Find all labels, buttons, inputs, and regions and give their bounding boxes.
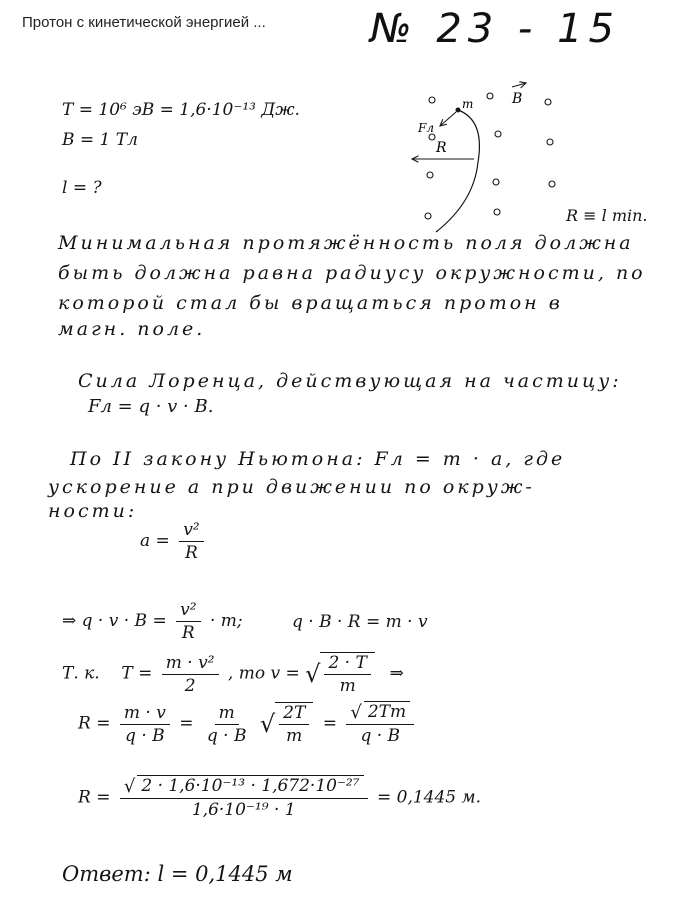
document-title: Протон с кинетической энергией ... [22,14,266,31]
proton-point [456,108,461,113]
newton-text: ности: [48,500,138,522]
lorentz-formula: Fл = q · v · B. [88,396,214,417]
given-energy: T = 10⁶ эВ = 1,6·10⁻¹³ Дж. [62,100,300,120]
force-balance-equation: ⇒ q · v · B = $\frac{\text{v²}}{R}$ · m; [62,600,243,643]
lorentz-text: Сила Лоренца, действующая на частицу: [78,370,622,392]
radius-relation-equation: q · B · R = m · v [292,612,428,632]
field-dots [425,93,555,219]
given-field: B = 1 Тл [62,130,138,150]
mass-label: m [462,97,474,111]
problem-number: № 23 - 15 [370,6,620,52]
acceleration-formula: a = $\frac{\text{v²}}{R}$ [140,520,208,563]
text-line: быть должна равна радиусу окружности, по [58,262,646,284]
text-line: Минимальная протяжённость поля должна [58,232,634,254]
answer: Ответ: l = 0,1445 м [62,862,293,886]
given-unknown: l = ? [62,178,102,198]
radius-label: R [436,140,447,156]
force-arrow [440,112,456,126]
velocity-derivation: Т. к. T = $\frac{\text{m · v²}}{2}$ , то v = √ $\frac{2 \cdot T}{m}$ ⇒ [62,652,404,696]
force-label: Fл [418,121,434,135]
numeric-calculation: R = $\frac{\text{√ 2 · 1,6·10⁻¹³ · 1,672·10⁻²⁷}}{\text{1,6·10⁻¹⁹ · 1}}$ = 0,1445 м. [78,776,482,820]
newton-text: По II закону Ньютона: Fл = m · a, где [70,448,566,470]
field-label: B [512,91,523,107]
field-arrow [512,83,526,87]
text-line: которой стал бы вращаться протон в [58,292,563,314]
radius-relation: R ≡ l min. [566,206,648,225]
newton-text: ускорение a при движении по окруж- [48,476,535,498]
text-line: магн. поле. [58,318,206,340]
proton-trajectory [436,110,479,232]
radius-formula: R = $\frac{m \cdot v}{q \cdot B}$ = $\frac{m}{q \cdot B}$ √ $\frac{2T}{m}$ = $\frac{√ 2Tm}{q \cdot B}$ [78,702,418,746]
